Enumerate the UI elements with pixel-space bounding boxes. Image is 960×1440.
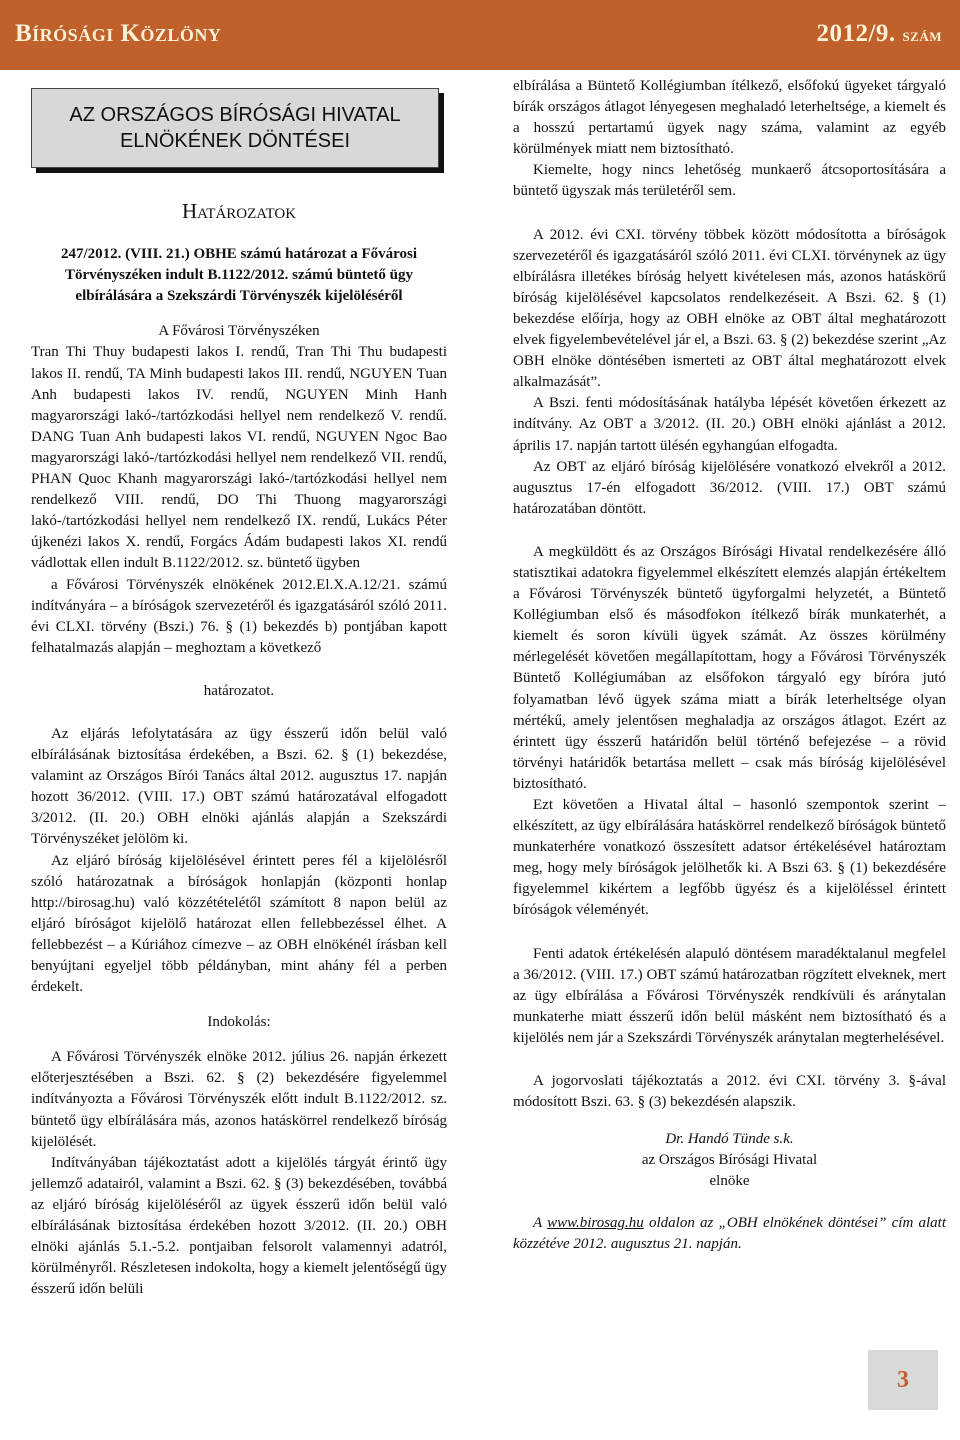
- right-paragraph-3: A 2012. évi CXI. törvény többek között módosította a bíróságok szervezetéről és igazgatásáról szóló 2011. évi CLXI. törvénynek az ügy elbírálásra illetékes bíróság helyett kivételesen más, azonos hatáskörű bíróság kijelölésével kapcsolatos rendelkezéseit. A Bszi. 62. § (1) bekezdése előírja, hogy az OBH elnöke az OBT által meghatározott elvek figyelembevételével jár el, a Bszi. 63. § (2) bekezdése szerint „Az OBH elnöke döntésében ismerteti az OBT által meghatározott elvek alkalmazását”.: [513, 226, 946, 391]
- right-paragraph-1: elbírálása a Büntető Kollégiumban ítélkező, elsőfokú ügyeket tárgyaló bírák országos átlagot lényegesen meghaladó leterheltsége, a kiemelt és a hosszú pertartamú ügyek nagy száma, valamint az egyéb körülmények miatt nem biztosítható.: [513, 78, 946, 158]
- page-header: [0, 0, 960, 70]
- signer-title: elnöke: [709, 1173, 750, 1190]
- signer-org: az Országos Bírósági Hivatal: [641, 1152, 818, 1169]
- signature-block: [513, 1129, 946, 1192]
- right-paragraph-7: Ezt követően a Hivatal által – hasonló szempontok szerint – elkészített, az ügy elbírálására hatáskörrel rendelkező bíróságok büntető munkaterhére vonatkozó összesített adatsor értékelésével határoztam meg, hogy mely bíróságok jelölhetők ki. A Bszi 63. § (1) bekezdésére figyelemmel kikértem a legfőbb ügyész és a kijelöléssel érintett bíróságok véleményét.: [513, 797, 946, 919]
- right-paragraph-2: Kiemelte, hogy nincs lehetőség munkaerő átcsoportosítására a büntető ügyszak más területéről sem.: [513, 162, 946, 200]
- pub-prefix: A: [533, 1214, 542, 1231]
- pub-suffix: oldalon az „OBH elnökének döntései” cím alatt közzétéve 2012. augusztus 21. napján.: [513, 1214, 946, 1252]
- right-paragraph-5: Az OBT az eljáró bíróság kijelölésére vonatkozó elvekről a 2012. augusztus 17-én elfogadott 36/2012. (VIII. 17.) OBT számú határozatában döntött.: [513, 458, 946, 517]
- decision-paragraph-2: Az eljáró bíróság kijelölésével érintett peres fél a kijelölésről szóló határozatnak a bíróságok honlapján (központi honlap http://birosag.hu) való közzétételétől számított 8 napon belül az eljáró bíróságot kijelölő határozat ellen fellebbezéssel élhet. A fellebbezést – a Kúriához címezve – az OBH elnökénél írásban kell benyújtani egyeljel több példányban, mint ahány fél a perben érdekelt.: [31, 852, 447, 996]
- decision-title: 247/2012. (VIII. 21.) OBHE számú határozat a Fővárosi Törvényszéken indult B.1122/2012. számú büntető ügy elbírálására a Szekszárdi Törvényszék kijelöléséről: [60, 246, 418, 305]
- right-column: [513, 76, 946, 1255]
- reasons-paragraph-2: Indítványában tájékoztatást adott a kijelölés tárgyát érintő ügy jellemző adatairól, valamint a Bszi. 62. § (3) bekezdésében, továbbá az eljáró bíróság kijelöléséről az ügyek ésszerű időn belül való elbírálásának biztosítása érdekében hozott 3/2012. (II. 20.) OBH elnöki ajánlás 5.1.-5.2. pontjaiban felsorolt valamennyi adatról, körülményről. Részletesen indokolta, hogy a kiemelt jelentőségű ügy ésszerű időn belüli: [31, 1154, 447, 1298]
- journal-title: Bírósági Közlöny: [15, 20, 222, 47]
- motion-paragraph: a Fővárosi Törvényszék elnökének 2012.El.X.A.12/21. számú indítványára – a bíróságok szervezetéről és igazgatásáról szóló 2011. évi CLXI. törvény (Bszi.) 76. § (1) bekezdés b) pontjában kapott felhatalmazás alapján – meghoztam a következő: [31, 576, 447, 656]
- page-number: 3: [868, 1350, 938, 1410]
- right-paragraph-4: A Bszi. fenti módosításának hatályba lépését követően érkezett az indítvány. Az OBT a 3/2012. (II. 20.) OBH elnöki ajánlást a 2012. április 17. napján tartott ülésén egyhangúan elfogadta.: [513, 395, 946, 454]
- issue-label: [816, 20, 942, 48]
- section-title-box: [31, 88, 439, 168]
- right-paragraph-6: A megküldött és az Országos Bírósági Hivatal rendelkezésére álló statisztikai adatokra figyelemmel elkészített elemzés alapján értékeltem a Fővárosi Törvényszék büntető ügyforgalmi helyzetét, a Büntető Kollégiumban első és másodfokon ítélkező bírák munkaterhét, a kiemelt és soron kívüli ügyek számát. Az összes körülmény mérlegelését követően megállapítottam, hogy a Fővárosi Törvényszék Büntető Kollégiumában az elsőfokon tárgyaló egy bíróra jutó folyamatban lévő ügyek száma miatt a bírák leterheltsége olyan mértékű, amely jelentősen meghaladja az országos átlagot. Ezért az érintett ügy ésszerű határidőn belül történő befejezése – a rövid törvényi határidők betartása mellett – csak más bíróság kijelölésével biztosítható.: [513, 543, 946, 792]
- decision-paragraph-1: Az eljárás lefolytatására az ügy ésszerű időn belül való elbírálásának biztosítása érdekében, a Bszi. 62. § (1) bekezdése, valamint az Országos Bírói Tanács által 2012. augusztus 17. napján hozott 36/2012. (VIII. 17.) OBT számú határozatával elfogadott 3/2012. (II. 20.) OBH elnöki ajánlás alapján a Szekszárdi Törvényszéket jelölöm ki.: [31, 725, 447, 848]
- issue-word: szám: [902, 25, 942, 46]
- reasons-heading: Indokolás:: [207, 1014, 271, 1031]
- resolution-word: határozatot.: [203, 682, 275, 699]
- pub-link[interactable]: www.birosag.hu: [547, 1214, 644, 1231]
- issue-number: 2012/9.: [816, 20, 896, 47]
- publication-note: [513, 1213, 946, 1255]
- box-line-1: AZ ORSZÁGOS BÍRÓSÁGI HIVATAL: [69, 104, 401, 126]
- left-column: [31, 76, 447, 1300]
- right-paragraph-8: Fenti adatok értékelésén alapuló döntésem maradéktalanul megfelel a 36/2012. (VIII. 17.) OBT számú határozatban rögzített elveknek, mert az ügy elbírálása a Fővárosi Törvényszék rendkívüli és aránytalan munkaterhe miatt ésszerű időn belül másként nem biztosítható és a kijelölés nem jár a Szekszárdi Törvényszék aránytalan megterhelésével.: [513, 945, 946, 1046]
- section-heading: Határozatok: [181, 199, 297, 223]
- parties-paragraph: Tran Thi Thuy budapesti lakos I. rendű, Tran Thi Thu budapesti lakos II. rendű, TA Minh budapesti lakos III. rendű, NGUYEN Tuan Anh budapesti lakos IV. rendű, NGUYEN Minh Hanh magyarországi lakó-/tartózkodási hellyel nem rendelkező V. rendű. DANG Tuan Anh budapesti lakos VI. rendű, NGUYEN Ngoc Bao magyarországi lakó-/tartózkodási hellyel nem rendelkező VII. rendű, PHAN Quoc Khanh magyarországi lakó-/tartózkodási hellyel nem rendelkező VIII. rendű, DO Thi Thuong magyarországi lakó-/tartózkodási hellyel nem rendelkező IX. rendű, Lukács Péter újkenézi lakos X. rendű, Forgács Ádám budapesti lakos XI. rendű vádlottak ellen indult B.1122/2012. sz. büntető ügyben: [31, 344, 447, 572]
- right-paragraph-9: A jogorvoslati tájékoztatás a 2012. évi CXI. törvény 3. §-ával módosított Bszi. 63. § (3) bekezdésén alapszik.: [513, 1073, 946, 1111]
- signer-name: Dr. Handó Tünde s.k.: [665, 1131, 794, 1148]
- box-line-2: ELNÖKÉNEK DÖNTÉSEI: [119, 130, 351, 152]
- court-intro: A Fővárosi Törvényszéken: [158, 323, 320, 340]
- reasons-paragraph-1: A Fővárosi Törvényszék elnöke 2012. július 26. napján érkezett előterjesztésében a Bszi. 62. § (2) bekezdésére figyelemmel indítványozta a Fővárosi Törvényszék előtt indult B.1122/2012. sz. büntető ügy elbírálására más, azonos hatáskörrel rendelkező bíróság kijelölését.: [31, 1049, 447, 1150]
